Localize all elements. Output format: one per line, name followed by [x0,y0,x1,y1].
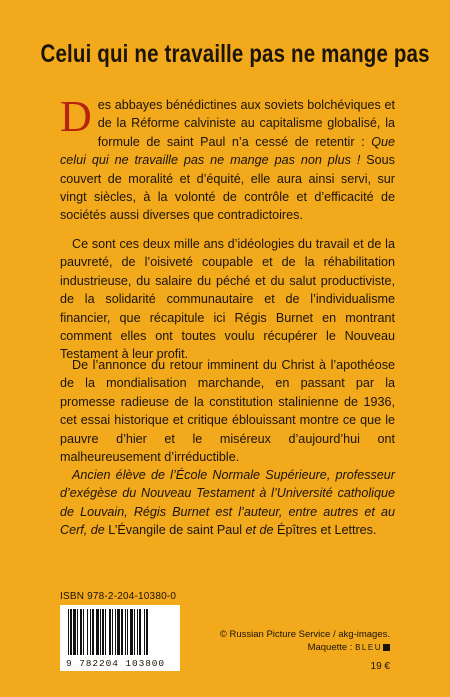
barcode-bar [125,609,126,655]
paragraph-ideologies: Ce sont ces deux mille ans d’idéologies du travail et de la pauvreté, de l’oisiveté coupable et de la réhabilitation industrieuse, du salaire du péché et du salut productiviste, de la solidarité communautaire et de l’individualisme financier, que récapitule ici Régis Burnet en montrant comment elles ont toutes voulu récupérer le Nouveau Testament à leur profit. [60,237,395,362]
barcode-bar [146,609,148,655]
barcode-bar [87,609,88,655]
maquette-brand: BLEU [355,643,382,652]
barcode-bar [127,609,128,655]
barcode-bar [92,609,94,655]
barcode-bar [102,609,104,655]
barcode-bar [83,609,84,655]
barcode-bar [77,609,78,655]
barcode-bar [90,609,91,655]
barcode-bar [105,609,106,655]
paragraph-essay: De l’annonce du retour imminent du Christ à l’apothéose de la mondialisation marchande, en passant par la promesse radieuse de la constitution stalinienne de 1936, cet essai historique et critique éblouissant montre ce que le pauvre d’hier et le miséreux d’aujourd’hui ont malheureusement d’irréductible. [60,358,395,465]
barcode-bar [144,609,145,655]
barcode [60,605,180,671]
barcode-bar [109,609,111,655]
price: 19 € [370,661,390,672]
barcode-bar [70,609,72,655]
bio-book-1: L’Évangile de saint Paul [108,523,243,538]
barcode-bars [68,609,174,655]
barcode-bar [139,609,141,655]
barcode-bar [96,609,99,655]
credit-line: © Russian Picture Service / akg-images. [219,629,390,640]
barcode-bar [137,609,138,655]
bio-book-2: Épîtres et Lettres [277,523,373,538]
barcode-bar [80,609,82,655]
barcode-bar [117,609,120,655]
book-title: Celui qui ne travaille pas ne mange pas [40,40,430,68]
bio-text-e: . [372,523,377,538]
barcode-bar [112,609,113,655]
drop-cap: D [60,92,92,141]
barcode-bar [68,609,69,655]
maquette-line [220,641,390,654]
bio-text-a: Ancien élève de l’École Normale Supérieure, professeur d’exégèse du Nouveau Testament à l’Université catholique de Louvain, Régis Burnet est l’auteur, entre autres et au Cerf, de [60,468,395,538]
intro-text-b: Sous couvert de moralité et d’équité, elle aura ainsi servi, sur vingt siècles, à la volonté de contrôle et d’efficacité de sociétés aussi diverses que contradictoires. [60,153,395,223]
barcode-bar [100,609,101,655]
image-credit [220,628,390,654]
brand-square-icon [383,644,390,651]
barcode-digits: 9 782204 103800 [66,658,166,669]
intro-text-a: es abbayes bénédictines aux soviets bolchéviques et de la Réforme calviniste au capitalisme globalisé, la formule de saint Paul n’a cessé de retentir : [97,98,395,149]
bio-text-c: et de [242,523,278,538]
barcode-bar [134,609,135,655]
barcode-bar [130,609,133,655]
paragraph-author-bio [60,466,395,540]
barcode-bar [121,609,123,655]
maquette-label: Maquette : [307,642,356,653]
barcode-bar [73,609,76,655]
paragraph-intro [60,92,395,225]
barcode-bar [115,609,116,655]
intro-quote: Que celui qui ne travaille pas ne mange pas non plus ! [60,134,395,168]
isbn-label: ISBN 978-2-204-10380-0 [60,591,177,602]
